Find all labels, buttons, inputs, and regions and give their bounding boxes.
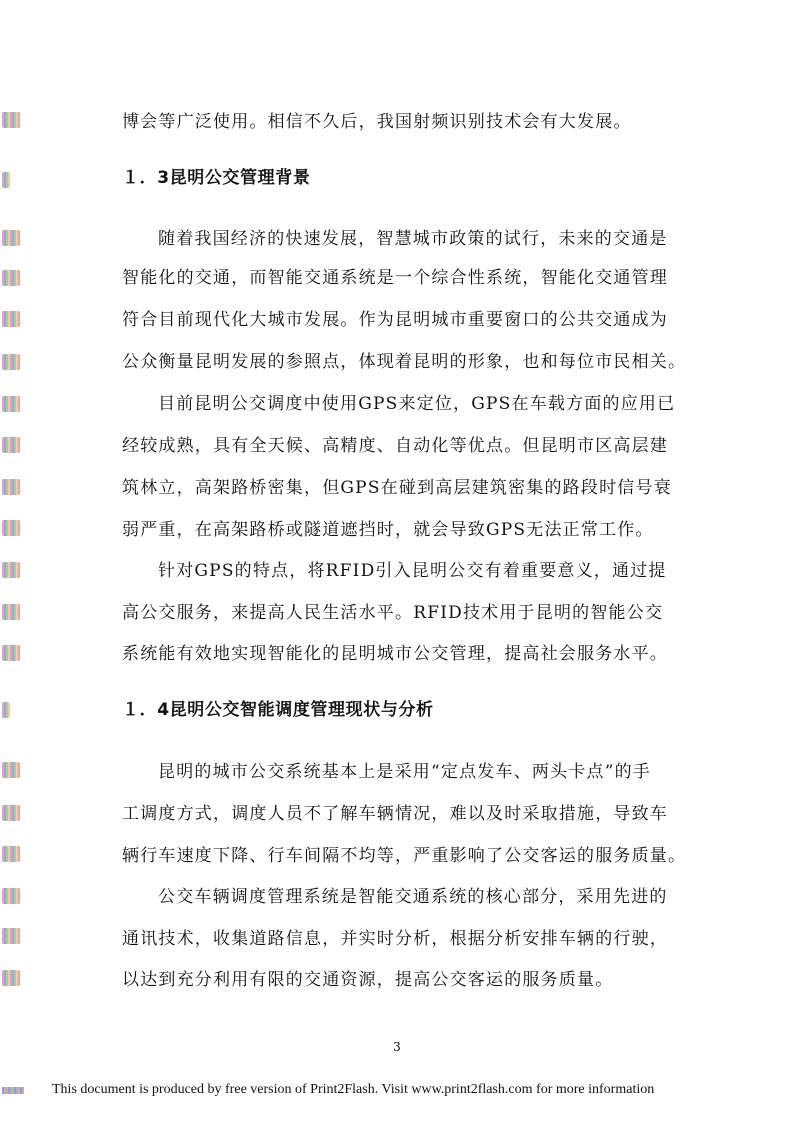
paragraph-line: 弱严重，在高架路桥或隧道遮挡时，就会导致GPS无法正常工作。 bbox=[122, 520, 654, 540]
page-number: 3 bbox=[393, 1040, 401, 1054]
paragraph-line: 公交车辆调度管理系统是智能交通系统的核心部分，采用先进的 bbox=[158, 887, 668, 907]
margin-marker bbox=[2, 645, 20, 661]
paragraph-line: 公众衡量昆明发展的参照点，体现着昆明的形象，也和每位市民相关。 bbox=[122, 352, 687, 372]
margin-marker bbox=[2, 970, 20, 986]
paragraph-line: 随着我国经济的快速发展，智慧城市政策的试行，未来的交通是 bbox=[158, 229, 668, 249]
paragraph-line: 昆明的城市公交系统基本上是采用“定点发车、两头卡点”的手 bbox=[158, 762, 651, 782]
margin-marker bbox=[2, 112, 20, 128]
margin-marker bbox=[2, 172, 10, 188]
margin-marker bbox=[2, 230, 20, 246]
paragraph-line: 针对GPS的特点，将RFID引入昆明公交有着重要意义，通过提 bbox=[158, 561, 667, 581]
paragraph-line: 通讯技术，收集道路信息，并实时分析，根据分析安排车辆的行驶， bbox=[122, 929, 668, 949]
margin-marker bbox=[2, 270, 20, 286]
margin-marker bbox=[2, 805, 20, 821]
margin-marker bbox=[2, 396, 20, 412]
paragraph-line: 经较成熟，具有全天候、高精度、自动化等优点。但昆明市区高层建 bbox=[122, 436, 668, 456]
paragraph-line: 智能化的交通，而智能交通系统是一个综合性系统，智能化交通管理 bbox=[122, 268, 668, 288]
footer-notice: This document is produced by free version of Print2Flash. Visit www.print2flash.com for more information bbox=[52, 1082, 655, 1097]
margin-marker bbox=[2, 354, 20, 370]
section-heading-1-3: １．3昆明公交管理背景 bbox=[122, 168, 311, 188]
section-heading-1-4: １．4昆明公交智能调度管理现状与分析 bbox=[122, 700, 434, 720]
footer-marker bbox=[2, 1087, 24, 1094]
margin-marker bbox=[2, 702, 10, 718]
margin-marker bbox=[2, 520, 20, 536]
paragraph-line: 工调度方式，调度人员不了解车辆情况，难以及时采取措施，导致车 bbox=[122, 804, 668, 824]
margin-marker bbox=[2, 437, 20, 453]
paragraph-line: 符合目前现代化大城市发展。作为昆明城市重要窗口的公共交通成为 bbox=[122, 310, 668, 330]
paragraph-line: 筑林立，高架路桥密集，但GPS在碰到高层建筑密集的路段时信号衰 bbox=[122, 478, 672, 498]
margin-marker bbox=[2, 311, 20, 327]
margin-marker bbox=[2, 604, 20, 620]
paragraph-line: 目前昆明公交调度中使用GPS来定位，GPS在车载方面的应用已 bbox=[158, 394, 676, 414]
paragraph-line: 以达到充分利用有限的交通资源，提高公交客运的服务质量。 bbox=[122, 970, 614, 990]
margin-marker bbox=[2, 846, 20, 862]
margin-marker bbox=[2, 928, 20, 944]
paragraph-line: 博会等广泛使用。相信不久后，我国射频识别技术会有大发展。 bbox=[122, 112, 632, 132]
paragraph-line: 高公交服务，来提高人民生活水平。RFID技术用于昆明的智能公交 bbox=[122, 603, 664, 623]
margin-marker bbox=[2, 888, 20, 904]
paragraph-line: 系统能有效地实现智能化的昆明城市公交管理，提高社会服务水平。 bbox=[122, 644, 668, 664]
margin-marker bbox=[2, 562, 20, 578]
paragraph-line: 辆行车速度下降、行车间隔不均等，严重影响了公交客运的服务质量。 bbox=[122, 846, 687, 866]
margin-marker bbox=[2, 762, 20, 778]
margin-marker bbox=[2, 479, 20, 495]
